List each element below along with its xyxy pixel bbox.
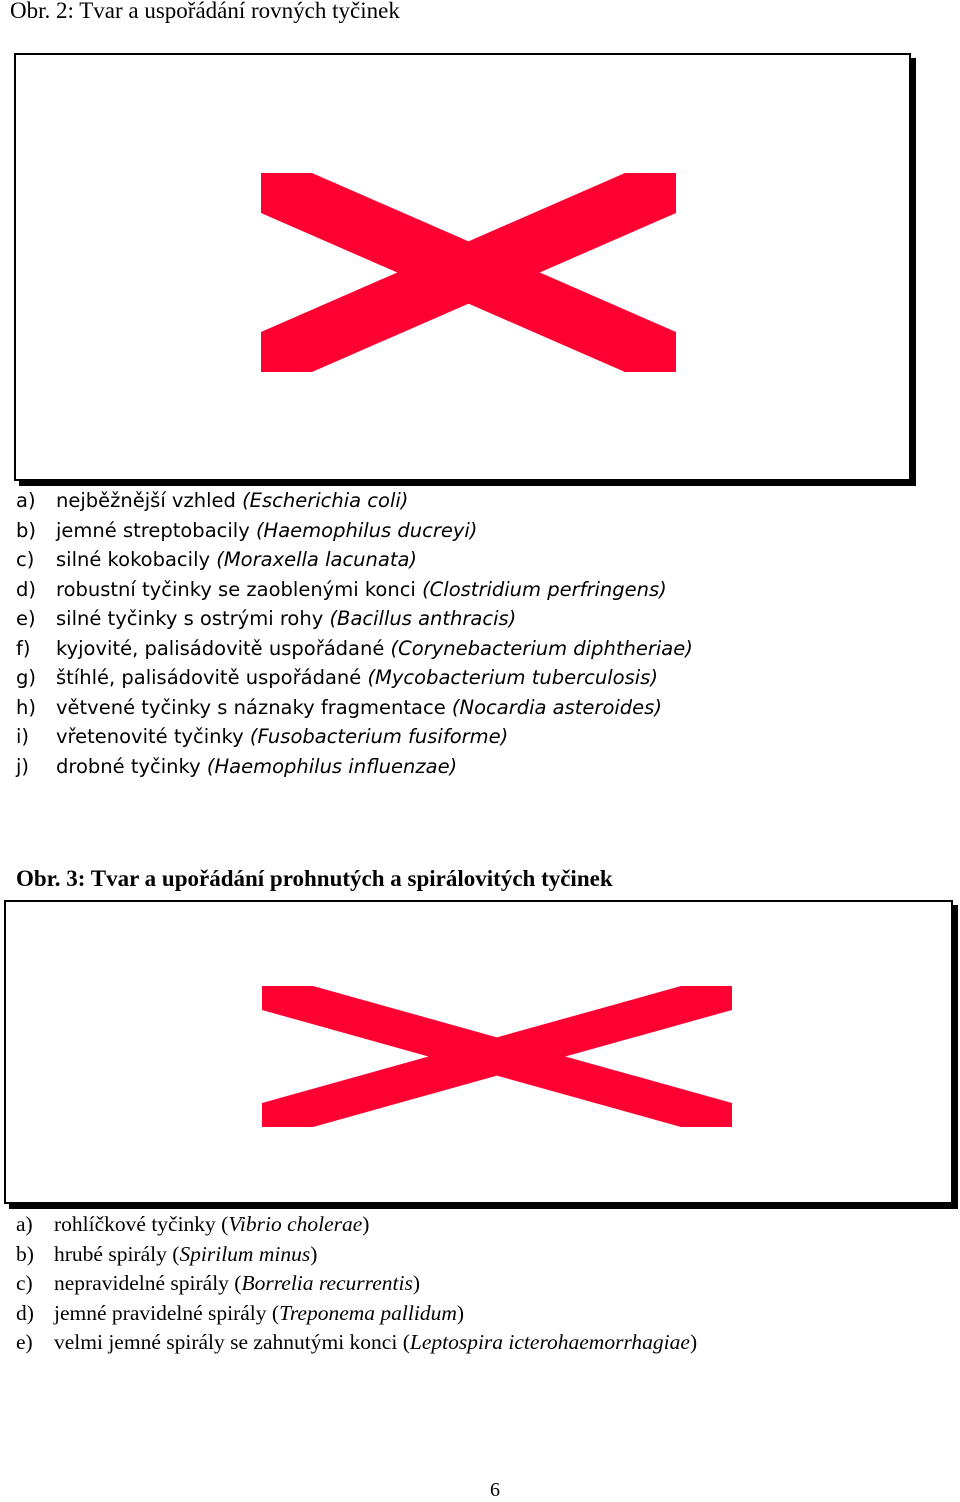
list-item-species: Vibrio cholerae [228,1212,363,1236]
list-item [16,575,693,605]
list-item-species: (Corynebacterium diphtheriae) [390,636,693,660]
list-item [16,545,693,575]
list-item-letter: c) [16,1271,33,1295]
list-item-letter: d) [16,577,36,601]
list-item-letter: h) [16,695,36,719]
figure-2-image [14,53,911,481]
broken-image-cross-icon [16,55,909,479]
list-item-species: Borrelia recurrentis [241,1271,413,1295]
list-item-closing: ) [412,1271,421,1295]
list-item-species: (Haemophilus influenzae) [206,754,458,778]
list-item-species: Treponema pallidum [279,1300,457,1325]
list-item-closing: ) [310,1241,318,1266]
list-item-letter: i) [16,725,30,748]
list-item [16,634,693,664]
list-item [16,722,693,752]
list-item-letter: g) [16,666,36,689]
list-item-species: (Fusobacterium fusiforme) [249,725,509,748]
list-item-text: drobné tyčinky [56,754,207,778]
list-item-letter: c) [16,548,35,571]
list-item-letter: a) [16,489,36,512]
list-item-text: nejběžnější vzhled [56,489,243,512]
figure-2-caption: Obr. 2: Tvar a uspořádání rovných tyčinek [10,0,400,23]
list-item-letter: j) [16,754,30,778]
list-item [16,486,693,516]
list-item [16,604,693,634]
figure-3-legend [16,1210,697,1358]
list-item-letter: e) [16,607,36,630]
list-item-closing: ) [456,1300,465,1325]
list-item [16,1328,697,1358]
list-item-species: Leptospira icterohaemorrhagiae [409,1330,690,1354]
figure-3-image [4,900,953,1204]
list-item-species: (Escherichia coli) [242,489,409,512]
list-item-species: (Bacillus anthracis) [329,607,517,630]
list-item-text: vřetenovité tyčinky [56,725,250,748]
list-item-letter: d) [16,1300,34,1325]
list-item-text: jemné pravidelné spirály ( [54,1300,280,1325]
list-item [16,663,693,693]
list-item-closing: ) [362,1212,370,1236]
list-item-closing: ) [689,1330,698,1354]
figure-2-legend [16,486,693,781]
list-item [16,1299,697,1329]
list-item-letter: f) [16,636,31,660]
broken-image-cross-icon [6,902,951,1202]
list-item-species: (Mycobacterium tuberculosis) [367,666,658,689]
list-item-letter: b) [16,1241,34,1266]
list-item-species: Spirilum minus [179,1241,311,1266]
figure-3-caption: Obr. 3: Tvar a upořádání prohnutých a spirálovitých tyčinek [16,866,613,891]
list-item-text: robustní tyčinky se zaoblenými konci [56,577,423,601]
list-item-text: silné tyčinky s ostrými rohy [56,607,330,630]
list-item-text: silné kokobacily [56,548,217,571]
list-item-letter: a) [16,1212,33,1236]
list-item-species: (Nocardia asteroides) [451,695,662,719]
list-item-letter: e) [16,1330,33,1354]
list-item-species: (Clostridium perfringens) [422,577,667,601]
list-item-species: (Haemophilus ducreyi) [255,518,478,542]
list-item-text: hrubé spirály ( [54,1241,180,1266]
list-item [16,1240,697,1270]
list-item [16,1269,697,1299]
list-item [16,752,693,782]
list-item-letter: b) [16,518,36,542]
list-item [16,516,693,546]
page-number: 6 [490,1479,500,1501]
list-item-text: nepravidelné spirály ( [54,1271,242,1295]
list-item-species: (Moraxella lacunata) [216,548,418,571]
list-item [16,1210,697,1240]
list-item-text: velmi jemné spirály se zahnutými konci ( [54,1330,410,1354]
list-item [16,693,693,723]
list-item-text: větvené tyčinky s náznaky fragmentace [56,695,452,719]
list-item-text: štíhlé, palisádovitě uspořádané [56,666,368,689]
list-item-text: jemné streptobacily [56,518,256,542]
list-item-text: rohlíčkové tyčinky ( [54,1212,229,1236]
list-item-text: kyjovité, palisádovitě uspořádané [56,636,391,660]
